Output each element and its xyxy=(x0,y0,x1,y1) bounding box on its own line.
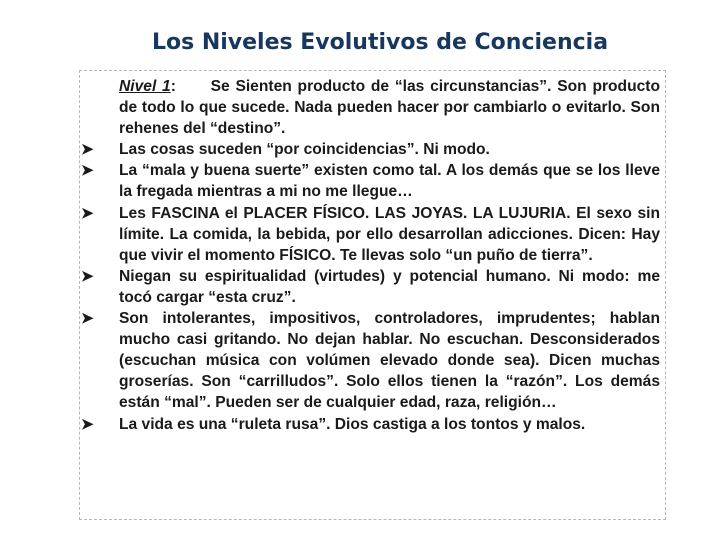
arrow-bullet-icon: ➤ xyxy=(81,141,94,159)
intro-text: Se Sienten producto de “las circunstancias”. Son producto de todo lo que sucede. Nada pueden hacer por cambiarlo o evitarlo. Son rehenes del “destino”. xyxy=(119,78,661,138)
list-item xyxy=(81,414,660,435)
bullet-text: Les FASCINA el PLACER FÍSICO. LAS JOYAS. LA LUJURIA. El sexo sin límite. La comida, la bebida, por ello desarrollan adicciones. Dicen: Hay que vivir el momento FÍSICO. Te llevas solo “un puño de tierra”. xyxy=(119,204,660,264)
intro-paragraph xyxy=(119,76,660,139)
list-item xyxy=(81,139,660,160)
list-item xyxy=(81,308,660,413)
arrow-bullet-icon: ➤ xyxy=(81,204,94,222)
arrow-bullet-icon: ➤ xyxy=(81,310,94,328)
bullet-text: La vida es una “ruleta rusa”. Dios castiga a los tontos y malos. xyxy=(119,415,586,433)
level-colon: : xyxy=(170,78,176,95)
list-item xyxy=(81,203,660,266)
bullet-text: Son intolerantes, impositivos, controladores, imprudentes; hablan mucho casi gritando. No dejan hablar. No escuchan. Desconsiderados (escuchan música con volúmen elevado donde sea). Dicen muchas groserías. Son “carrilludos”. Solo ellos tienen la “razón”. Los demás están “mal”. Pueden ser de cualquier edad, raza, religión… xyxy=(119,310,660,412)
list-item xyxy=(81,160,660,202)
list-item xyxy=(81,266,660,308)
slide-title: Los Niveles Evolutivos de Conciencia xyxy=(151,30,609,55)
arrow-bullet-icon: ➤ xyxy=(81,415,94,433)
level-label: Nivel 1 xyxy=(119,78,171,95)
bullet-text: Niegan su espiritualidad (virtudes) y potencial humano. Ni modo: me tocó cargar “esta cruz”. xyxy=(119,267,660,306)
arrow-bullet-icon: ➤ xyxy=(81,162,94,180)
content-body xyxy=(81,76,661,435)
bullet-text: La “mala y buena suerte” existen como tal. A los demás que se los lleve la fregada mientras a mi no me llegue… xyxy=(119,162,660,201)
arrow-bullet-icon: ➤ xyxy=(81,267,94,285)
bullet-text: Las cosas suceden “por coincidencias”. Ni modo. xyxy=(119,141,490,159)
